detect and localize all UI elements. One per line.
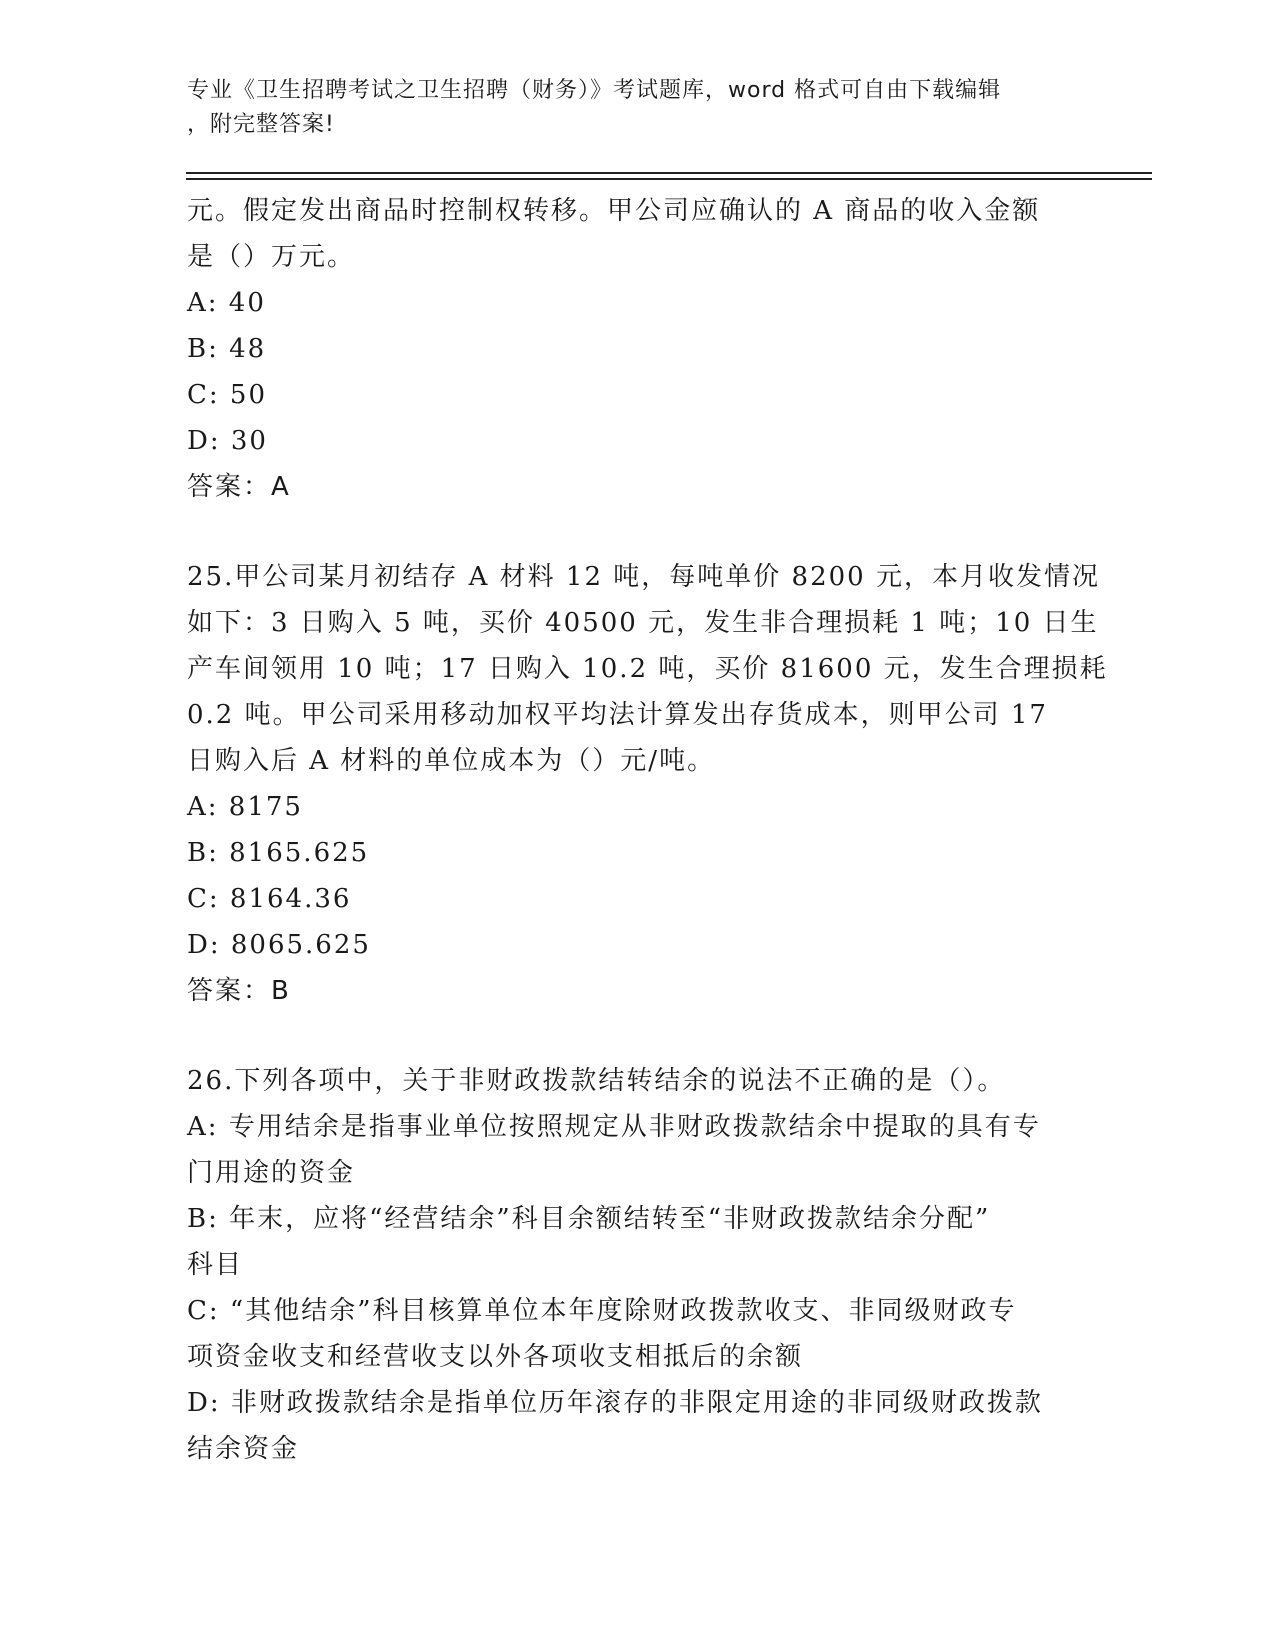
option-a-continued: 门用途的资金: [187, 1158, 356, 1188]
option-a: A: 8175: [187, 792, 303, 822]
question-text-line: 产车间领用 10 吨；17 日购入 10.2 吨，买价 81600 元，发生合理损耗: [187, 654, 1108, 684]
header-line-2: ，附完整答案!: [187, 112, 335, 137]
page-header: [187, 74, 1067, 142]
spacer: [187, 1014, 1087, 1058]
question-text-line: 日购入后 A 材料的单位成本为（）元/吨。: [187, 746, 716, 776]
option-d: D: 8065.625: [187, 930, 371, 960]
option-c-continued: 项资金收支和经营收支以外各项收支相抵后的余额: [187, 1342, 804, 1372]
option-a: A: 40: [187, 288, 266, 318]
question-text-line: 如下：3 日购入 5 吨，买价 40500 元，发生非合理损耗 1 吨；10 日生: [187, 608, 1099, 638]
option-a: A: 专用结余是指事业单位按照规定从非财政拨款结余中提取的具有专: [187, 1112, 1041, 1142]
question-text-line: 元。假定发出商品时控制权转移。甲公司应确认的 A 商品的收入金额: [187, 196, 1041, 226]
question-24: [187, 188, 1087, 510]
question-25: [187, 554, 1108, 1014]
document-body: [187, 188, 1108, 1472]
option-c: C: “其他结余”科目核算单位本年度除财政拨款收支、非同级财政专: [187, 1296, 1017, 1326]
answer-line: 答案：B: [187, 976, 291, 1006]
option-d: D: 30: [187, 426, 268, 456]
header-rule-top: [186, 172, 1152, 174]
question-text-line: 26.下列各项中，关于非财政拨款结转结余的说法不正确的是（）。: [187, 1066, 1006, 1096]
answer-line: 答案：A: [187, 472, 291, 502]
question-text-line: 25.甲公司某月初结存 A 材料 12 吨，每吨单价 8200 元，本月收发情况: [187, 562, 1100, 592]
option-b: B: 8165.625: [187, 838, 370, 868]
option-b: B: 48: [187, 334, 267, 364]
question-text-line: 是（）万元。: [187, 242, 356, 272]
option-d-continued: 结余资金: [187, 1434, 300, 1464]
option-c: C: 50: [187, 380, 268, 410]
question-text-line: 0.2 吨。甲公司采用移动加权平均法计算发出存货成本，则甲公司 17: [187, 700, 1048, 730]
header-rule-bottom: [186, 178, 1152, 180]
option-d: D: 非财政拨款结余是指单位历年滚存的非限定用途的非同级财政拨款: [187, 1388, 1043, 1418]
spacer: [187, 510, 1087, 554]
question-26: [187, 1058, 1087, 1472]
header-line-1: 专业《卫生招聘考试之卫生招聘（财务）》考试题库，word 格式可自由下载编辑: [187, 78, 1002, 103]
option-c: C: 8164.36: [187, 884, 352, 914]
option-b: B: 年末，应将“经营结余”科目余额结转至“非财政拨款结余分配”: [187, 1204, 991, 1234]
option-b-continued: 科目: [187, 1250, 244, 1280]
